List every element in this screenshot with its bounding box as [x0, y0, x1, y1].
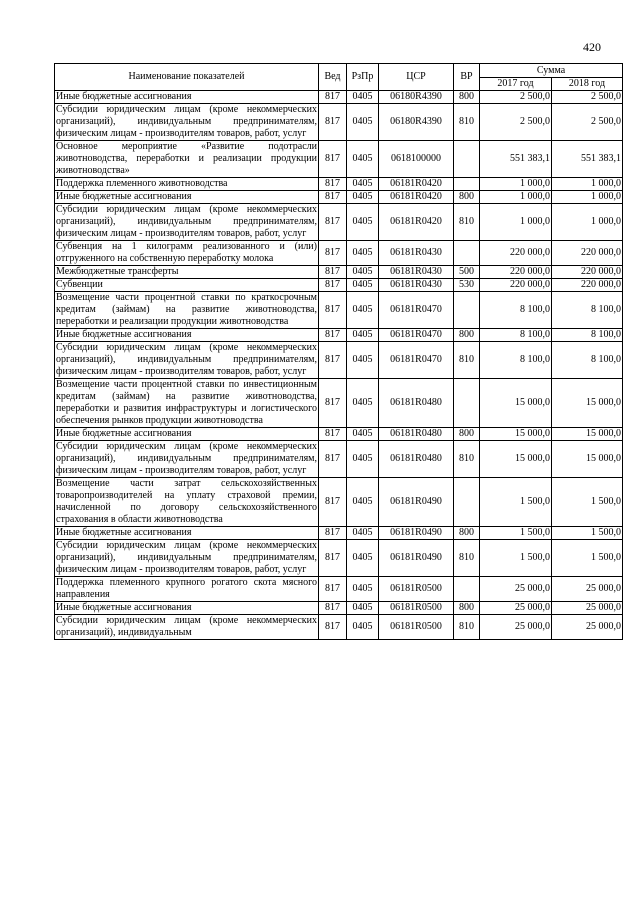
cell-sum-2017: 2 500,0	[480, 104, 552, 141]
cell-ved: 817	[319, 428, 347, 441]
cell-sum-2018: 1 500,0	[552, 527, 623, 540]
cell-name: Субсидии юридическим лицам (кроме некоммерческих организаций), индивидуальным предпринимателям, физическим лицам - производителям товаров, работ, услуг	[56, 540, 317, 575]
cell-rzpr: 0405	[347, 478, 379, 527]
cell-name: Поддержка племенного животноводства	[55, 178, 319, 191]
table-row	[55, 441, 623, 478]
cell-vr	[454, 178, 480, 191]
cell-vr: 810	[454, 615, 480, 640]
cell-sum-2018: 220 000,0	[552, 266, 623, 279]
cell-rzpr: 0405	[347, 577, 379, 602]
cell-vr: 800	[454, 428, 480, 441]
cell-ved: 817	[319, 279, 347, 292]
cell-vr: 500	[454, 266, 480, 279]
cell-rzpr: 0405	[347, 241, 379, 266]
cell-csr: 06181R0500	[379, 577, 454, 602]
cell-sum-2018: 1 000,0	[552, 191, 623, 204]
table-header	[55, 64, 623, 91]
cell-sum-2017: 8 100,0	[480, 292, 552, 329]
cell-rzpr: 0405	[347, 266, 379, 279]
cell-name: Возмещение части затрат сельскохозяйственных товаропроизводителей на уплату страховой премии, начисленной по договору сельскохозяйственного страхования в области животноводства	[56, 478, 317, 525]
cell-sum-2017: 1 000,0	[480, 178, 552, 191]
cell-vr	[454, 292, 480, 329]
table-row	[55, 478, 623, 527]
cell-csr: 06181R0490	[379, 527, 454, 540]
cell-rzpr: 0405	[347, 342, 379, 379]
cell-rzpr: 0405	[347, 527, 379, 540]
cell-rzpr: 0405	[347, 428, 379, 441]
table-row	[55, 379, 623, 428]
cell-name: Иные бюджетные ассигнования	[55, 527, 319, 540]
cell-ved: 817	[319, 577, 347, 602]
cell-ved: 817	[319, 441, 347, 478]
cell-sum-2017: 220 000,0	[480, 241, 552, 266]
cell-csr: 06181R0420	[379, 191, 454, 204]
cell-csr: 06181R0500	[379, 602, 454, 615]
table-row	[55, 191, 623, 204]
cell-vr: 810	[454, 540, 480, 577]
cell-sum-2017: 1 000,0	[480, 204, 552, 241]
cell-ved: 817	[319, 104, 347, 141]
cell-sum-2018: 25 000,0	[552, 615, 623, 640]
cell-sum-2017: 1 500,0	[480, 540, 552, 577]
header-rzpr: РзПр	[347, 64, 379, 91]
cell-sum-2018: 15 000,0	[552, 428, 623, 441]
cell-rzpr: 0405	[347, 602, 379, 615]
cell-vr	[454, 241, 480, 266]
header-year-2018: 2018 год	[552, 78, 623, 91]
cell-sum-2018: 25 000,0	[552, 602, 623, 615]
cell-sum-2018: 8 100,0	[552, 329, 623, 342]
cell-vr	[454, 379, 480, 428]
table-row	[55, 91, 623, 104]
cell-sum-2017: 551 383,1	[480, 141, 552, 178]
cell-name: Межбюджетные трансферты	[55, 266, 319, 279]
cell-ved: 817	[319, 342, 347, 379]
cell-csr: 06181R0420	[379, 178, 454, 191]
table-row	[55, 428, 623, 441]
budget-table	[54, 63, 623, 640]
cell-name: Субвенция на 1 килограмм реализованного и (или) отгруженного на собственную переработку молока	[56, 241, 317, 264]
cell-name: Субсидии юридическим лицам (кроме некоммерческих организаций), индивидуальным предпринимателям, физическим лицам - производителям товаров, работ, услуг	[56, 204, 317, 239]
cell-csr: 06181R0490	[379, 478, 454, 527]
cell-sum-2018: 1 500,0	[552, 478, 623, 527]
cell-ved: 817	[319, 204, 347, 241]
header-csr: ЦСР	[379, 64, 454, 91]
table-row	[55, 615, 623, 640]
cell-rzpr: 0405	[347, 91, 379, 104]
table-body	[55, 91, 623, 640]
cell-csr: 06181R0430	[379, 279, 454, 292]
cell-ved: 817	[319, 241, 347, 266]
cell-csr: 06181R0420	[379, 204, 454, 241]
cell-vr: 530	[454, 279, 480, 292]
cell-sum-2017: 2 500,0	[480, 91, 552, 104]
cell-vr: 810	[454, 204, 480, 241]
cell-ved: 817	[319, 266, 347, 279]
header-name: Наименование показателей	[55, 64, 319, 91]
cell-vr: 810	[454, 441, 480, 478]
cell-csr: 06181R0480	[379, 379, 454, 428]
table-row	[55, 602, 623, 615]
cell-sum-2018: 220 000,0	[552, 241, 623, 266]
cell-name: Субвенции	[55, 279, 319, 292]
cell-sum-2017: 1 500,0	[480, 478, 552, 527]
cell-ved: 817	[319, 91, 347, 104]
cell-sum-2017: 25 000,0	[480, 577, 552, 602]
cell-name: Субсидии юридическим лицам (кроме некоммерческих организаций), индивидуальным предпринимателям, физическим лицам - производителям товаров, работ, услуг	[56, 104, 317, 139]
cell-rzpr: 0405	[347, 141, 379, 178]
cell-vr: 800	[454, 91, 480, 104]
cell-rzpr: 0405	[347, 615, 379, 640]
cell-sum-2018: 8 100,0	[552, 292, 623, 329]
cell-ved: 817	[319, 292, 347, 329]
cell-vr	[454, 478, 480, 527]
cell-sum-2017: 1 000,0	[480, 191, 552, 204]
table-row	[55, 279, 623, 292]
cell-rzpr: 0405	[347, 204, 379, 241]
cell-csr: 0618100000	[379, 141, 454, 178]
cell-ved: 817	[319, 141, 347, 178]
cell-sum-2018: 15 000,0	[552, 379, 623, 428]
cell-vr	[454, 577, 480, 602]
cell-rzpr: 0405	[347, 379, 379, 428]
cell-sum-2018: 8 100,0	[552, 342, 623, 379]
cell-sum-2018: 2 500,0	[552, 104, 623, 141]
cell-sum-2017: 15 000,0	[480, 441, 552, 478]
header-ved: Вед	[319, 64, 347, 91]
cell-csr: 06181R0430	[379, 266, 454, 279]
cell-vr: 800	[454, 602, 480, 615]
cell-sum-2018: 2 500,0	[552, 91, 623, 104]
cell-csr: 06181R0470	[379, 329, 454, 342]
table-row	[55, 540, 623, 577]
cell-csr: 06181R0480	[379, 441, 454, 478]
cell-vr: 810	[454, 342, 480, 379]
header-vr: ВР	[454, 64, 480, 91]
table-row	[55, 527, 623, 540]
header-year-2017: 2017 год	[480, 78, 552, 91]
table-row	[55, 178, 623, 191]
cell-ved: 817	[319, 379, 347, 428]
cell-ved: 817	[319, 540, 347, 577]
cell-ved: 817	[319, 527, 347, 540]
cell-csr: 06181R0500	[379, 615, 454, 640]
cell-ved: 817	[319, 329, 347, 342]
cell-name: Иные бюджетные ассигнования	[55, 91, 319, 104]
cell-name: Субсидии юридическим лицам (кроме некоммерческих организаций), индивидуальным предпринимателям, физическим лицам - производителям товаров, работ, услуг	[56, 342, 317, 377]
cell-vr: 810	[454, 104, 480, 141]
cell-csr: 06181R0480	[379, 428, 454, 441]
table-row	[55, 577, 623, 602]
cell-sum-2017: 220 000,0	[480, 266, 552, 279]
cell-sum-2018: 15 000,0	[552, 441, 623, 478]
cell-csr: 06181R0470	[379, 342, 454, 379]
table-row	[55, 329, 623, 342]
cell-csr: 06180R4390	[379, 104, 454, 141]
cell-rzpr: 0405	[347, 279, 379, 292]
cell-sum-2017: 8 100,0	[480, 329, 552, 342]
cell-sum-2018: 1 000,0	[552, 204, 623, 241]
cell-name: Иные бюджетные ассигнования	[55, 329, 319, 342]
cell-sum-2018: 220 000,0	[552, 279, 623, 292]
cell-rzpr: 0405	[347, 191, 379, 204]
cell-sum-2018: 1 500,0	[552, 540, 623, 577]
cell-ved: 817	[319, 602, 347, 615]
cell-ved: 817	[319, 191, 347, 204]
cell-sum-2017: 15 000,0	[480, 379, 552, 428]
cell-vr	[454, 141, 480, 178]
cell-name: Возмещение части процентной ставки по краткосрочным кредитам (займам) на развитие животноводства, переработки и реализации продукции животноводства	[56, 292, 317, 327]
cell-name: Основное мероприятие «Развитие подотрасли животноводства, переработки и реализации продукции животноводства»	[56, 141, 317, 176]
cell-sum-2017: 8 100,0	[480, 342, 552, 379]
cell-csr: 06181R0430	[379, 241, 454, 266]
cell-sum-2018: 25 000,0	[552, 577, 623, 602]
cell-csr: 06180R4390	[379, 91, 454, 104]
cell-rzpr: 0405	[347, 178, 379, 191]
table-row	[55, 104, 623, 141]
cell-name: Иные бюджетные ассигнования	[55, 602, 319, 615]
cell-csr: 06181R0470	[379, 292, 454, 329]
cell-name: Субсидии юридическим лицам (кроме некоммерческих организаций), индивидуальным	[56, 615, 317, 638]
cell-rzpr: 0405	[347, 540, 379, 577]
cell-sum-2017: 15 000,0	[480, 428, 552, 441]
cell-name: Поддержка племенного крупного рогатого скота мясного направления	[56, 577, 317, 600]
cell-vr: 800	[454, 329, 480, 342]
cell-sum-2017: 1 500,0	[480, 527, 552, 540]
cell-csr: 06181R0490	[379, 540, 454, 577]
cell-rzpr: 0405	[347, 104, 379, 141]
cell-sum-2017: 25 000,0	[480, 615, 552, 640]
cell-name: Возмещение части процентной ставки по инвестиционным кредитам (займам) на развитие животноводства, переработки и развития инфраструктуры и логистического обеспечения рынков продукции животноводства	[56, 379, 317, 426]
cell-name: Иные бюджетные ассигнования	[55, 191, 319, 204]
cell-rzpr: 0405	[347, 292, 379, 329]
table-row	[55, 292, 623, 329]
cell-ved: 817	[319, 615, 347, 640]
cell-rzpr: 0405	[347, 441, 379, 478]
page-number: 420	[583, 40, 601, 54]
cell-sum-2018: 551 383,1	[552, 141, 623, 178]
cell-ved: 817	[319, 178, 347, 191]
cell-sum-2017: 25 000,0	[480, 602, 552, 615]
table-row	[55, 342, 623, 379]
cell-rzpr: 0405	[347, 329, 379, 342]
table-row	[55, 241, 623, 266]
table-row	[55, 141, 623, 178]
cell-name: Субсидии юридическим лицам (кроме некоммерческих организаций), индивидуальным предпринимателям, физическим лицам - производителям товаров, работ, услуг	[56, 441, 317, 476]
cell-sum-2018: 1 000,0	[552, 178, 623, 191]
cell-ved: 817	[319, 478, 347, 527]
cell-vr: 800	[454, 191, 480, 204]
cell-sum-2017: 220 000,0	[480, 279, 552, 292]
header-sum: Сумма	[480, 64, 623, 78]
cell-vr: 800	[454, 527, 480, 540]
table-row	[55, 204, 623, 241]
cell-name: Иные бюджетные ассигнования	[55, 428, 319, 441]
table-row	[55, 266, 623, 279]
